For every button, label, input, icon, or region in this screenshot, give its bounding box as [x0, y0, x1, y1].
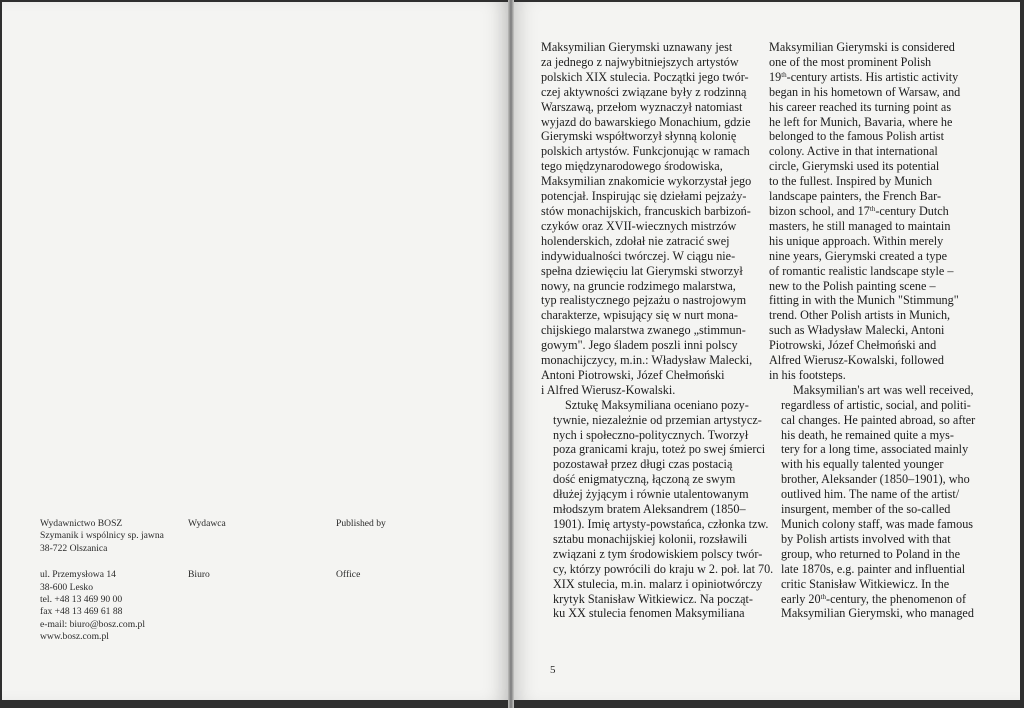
text-line: [769, 487, 991, 502]
text-line: polskich artystów. Funkcjonując w ramach: [541, 144, 750, 159]
text-line: stów monachijskich, francuskich barbizoń-: [541, 203, 751, 218]
text-line: [769, 562, 991, 577]
english-paragraph-2: [769, 383, 991, 622]
text-fragment: regardless of artistic, social, and politi-: [781, 397, 971, 412]
text-line: charakterze, wpisujący się w nurt mona-: [541, 308, 738, 323]
text-fragment: late 1870s, e.g. painter and influential: [781, 561, 966, 576]
text-line: nych i społeczno-politycznych. Tworzył: [553, 427, 749, 442]
text-fragment: masters, he still managed to maintain: [769, 218, 951, 233]
text-fragment: Maksymilian Gierymski, who managed: [781, 606, 974, 621]
text-line: Maksymilian Gierymski uznawany jest: [541, 40, 733, 54]
text-fragment: Piotrowski, Józef Chełmoński and: [769, 338, 937, 353]
text-fragment: one of the most prominent Polish: [769, 54, 932, 69]
text-fragment: tery for a long time, associated mainly: [781, 442, 969, 457]
text-line: dość enigmatyczną, łączoną ze swym: [553, 472, 736, 487]
text-fragment: colony. Active in that international: [769, 144, 938, 159]
superscript: th: [781, 70, 787, 79]
text-line: monachijczycy, m.in.: Władysław Malecki,: [541, 353, 753, 368]
office-line: tel. +48 13 469 90 00: [40, 594, 123, 606]
text-line: [769, 323, 991, 338]
text-fragment: began in his hometown of Warsaw, and: [769, 84, 961, 99]
office-line: 38-600 Lesko: [40, 581, 94, 593]
text-line: [769, 547, 991, 562]
text-line: nowy, na gruncie rodzimego malarstwa,: [541, 278, 736, 293]
polish-text-column: [541, 40, 774, 621]
text-line: [769, 174, 991, 189]
text-line: [769, 442, 991, 457]
polish-paragraph-1: [541, 40, 759, 398]
text-line: [769, 383, 991, 398]
text-line: [769, 144, 991, 159]
text-fragment: his unique approach. Within merely: [769, 233, 944, 248]
office-line: www.bosz.com.pl: [40, 631, 109, 643]
text-line: za jednego z najwybitniejszych artystów: [541, 54, 739, 69]
polish-paragraph-2: [541, 397, 774, 622]
text-fragment: insurgent, member of the so-called: [781, 502, 951, 517]
text-fragment: outlived him. The name of the artist/: [781, 487, 960, 502]
text-line: [769, 353, 991, 368]
text-fragment: group, who returned to Poland in the: [781, 546, 961, 561]
text-line: spełna dziewięciu lat Gierymski stworzył: [541, 263, 743, 278]
label-office-en: Office: [336, 569, 361, 581]
text-line: [769, 249, 991, 264]
text-line: [769, 159, 991, 174]
text-line: [769, 279, 991, 294]
text-fragment: Munich colony staff, was made famous: [781, 517, 974, 531]
text-line: [769, 338, 991, 353]
text-line: poza granicami kraju, toteż po swej śmierci: [553, 442, 766, 457]
text-line: [769, 606, 991, 621]
text-fragment: -century Dutch: [875, 203, 949, 218]
text-line: [769, 293, 991, 308]
superscript: th: [869, 204, 876, 213]
english-text-column: [769, 40, 991, 621]
book-gutter: [508, 0, 514, 708]
text-fragment: new to the Polish painting scene –: [769, 278, 936, 293]
text-fragment: -century artists. His artistic activity: [786, 69, 959, 84]
text-line: sztabu monachijskiej kolonii, rozsławili: [553, 531, 748, 546]
text-fragment: bizon school, and 17: [769, 203, 870, 218]
text-fragment: his death, he remained quite a mys-: [781, 427, 954, 442]
label-publisher-pl: Wydawca: [188, 518, 226, 529]
text-line: typ realistycznego pejzażu o nastrojowym: [541, 293, 747, 308]
text-fragment: 19: [769, 69, 782, 84]
text-line: [769, 428, 991, 443]
imprint-labels-english: [336, 518, 456, 582]
text-fragment: Alfred Wierusz-Kowalski, followed: [769, 353, 944, 368]
text-fragment: fitting in with the Munich "Stimmung": [769, 293, 959, 308]
text-line: [769, 457, 991, 472]
text-line: Warszawą, przełom wyznaczył natomiast: [541, 99, 743, 114]
text-line: [769, 70, 991, 85]
text-line: [769, 55, 991, 70]
text-fragment: circle, Gierymski used its potential: [769, 159, 940, 174]
text-line: [769, 577, 991, 592]
label-office-pl: Biuro: [188, 569, 210, 581]
text-line: [769, 100, 991, 115]
text-fragment: Maksymilian Gierymski is considered: [769, 40, 955, 54]
publisher-line: 38-722 Olszanica: [40, 542, 108, 554]
text-line: 1901). Imię artysty-powstańca, członka tzw.: [553, 517, 769, 531]
text-fragment: such as Władysław Malecki, Antoni: [769, 323, 945, 338]
text-line: tego międzynarodowego środowiska,: [541, 159, 723, 174]
text-line: polskich XIX stulecia. Początki jego twór-: [541, 69, 749, 84]
text-fragment: critic Stanisław Witkiewicz. In the: [781, 576, 950, 591]
text-line: XIX stulecia, m.in. malarz i opiniotwórczy: [553, 576, 763, 591]
text-line: gowym". Jego śladem poszli inni polscy: [541, 338, 738, 353]
text-line: [769, 115, 991, 130]
office-address: [40, 569, 180, 643]
text-line: pozostawał przez długi czas postacią: [553, 457, 733, 472]
imprint-address-column: [40, 518, 180, 644]
text-fragment: in his footsteps.: [769, 367, 846, 382]
text-line: Sztukę Maksymiliana oceniano pozy-: [565, 397, 749, 412]
text-fragment: Maksymilian's art was well received,: [793, 382, 974, 397]
text-fragment: by Polish artists involved with that: [781, 531, 951, 546]
text-line: wyjazd do bawarskiego Monachium, gdzie: [541, 114, 751, 129]
text-fragment: with his equally talented younger: [781, 457, 944, 472]
text-line: [769, 40, 991, 55]
text-fragment: nine years, Gierymski created a type: [769, 248, 947, 263]
publisher-line: Szymanik i wspólnicy sp. jawna: [40, 530, 164, 542]
text-line: [769, 219, 991, 234]
office-line: e-mail: biuro@bosz.com.pl: [40, 618, 146, 630]
text-line: tywnie, niezależnie od przemian artystycz-: [553, 412, 762, 427]
text-line: [769, 85, 991, 100]
text-line: Antoni Piotrowski, Józef Chełmoński: [541, 367, 725, 382]
text-line: holenderskich, zdołał nie zatracić swej: [541, 233, 730, 248]
text-line: [769, 592, 991, 607]
superscript: th: [820, 592, 827, 601]
text-line: i Alfred Wierusz-Kowalski.: [541, 382, 676, 397]
text-line: związani z tym środowiskiem polscy twór-: [553, 546, 763, 561]
text-line: ku XX stulecia fenomen Maksymiliana: [553, 606, 745, 621]
text-line: [769, 308, 991, 323]
text-line: [769, 532, 991, 547]
text-line: indywidualności twórczej. W ciągu nie-: [541, 248, 736, 263]
text-line: czej aktywności związane były z rodzinną: [541, 84, 747, 99]
text-fragment: cal changes. He painted abroad, so after: [781, 412, 976, 427]
english-paragraph-1: [769, 40, 991, 383]
text-fragment: trend. Other Polish artists in Munich,: [769, 308, 951, 323]
office-line: fax +48 13 469 61 88: [40, 606, 123, 618]
page-number: 5: [550, 664, 556, 676]
text-fragment: of romantic realistic landscape style –: [769, 263, 954, 278]
text-line: [769, 398, 991, 413]
text-line: [769, 264, 991, 279]
publisher-address: [40, 518, 180, 555]
label-publisher-en: Published by: [336, 518, 386, 529]
text-line: młodszym bratem Aleksandrem (1850–: [553, 502, 746, 517]
publisher-line: Wydawnictwo BOSZ: [40, 518, 123, 529]
office-line: ul. Przemysłowa 14: [40, 569, 116, 581]
text-fragment: -century, the phenomenon of: [826, 591, 967, 606]
text-line: [769, 368, 991, 383]
text-line: potencjał. Inspirując się dziełami pejzaży-: [541, 189, 747, 204]
text-fragment: brother, Aleksander (1850–1901), who: [781, 472, 970, 487]
text-line: Gierymski współtworzył słynną kolonię: [541, 129, 737, 144]
text-fragment: he left for Munich, Bavaria, where he: [769, 114, 953, 129]
text-line: krytyk Stanisław Witkiewicz. Na począt-: [553, 591, 753, 606]
text-line: [769, 517, 991, 532]
imprint-labels-polish: [188, 518, 288, 582]
text-line: [769, 413, 991, 428]
text-line: [769, 472, 991, 487]
text-fragment: early 20: [781, 591, 821, 606]
text-fragment: his career reached its turning point as: [769, 99, 952, 114]
text-fragment: landscape painters, the French Bar-: [769, 189, 942, 204]
text-line: cy, którzy powrócili do kraju w 2. poł. lat 70.: [553, 561, 774, 576]
text-line: chijskiego malarstwa zwanego „stimmun-: [541, 323, 746, 338]
text-line: [769, 502, 991, 517]
text-line: [769, 204, 991, 219]
text-fragment: belonged to the famous Polish artist: [769, 129, 945, 144]
text-line: Maksymilian znakomicie wykorzystał jego: [541, 174, 752, 189]
text-line: [769, 234, 991, 249]
text-line: dłużej żyjącym i równie utalentowanym: [553, 487, 749, 502]
text-fragment: to the fullest. Inspired by Munich: [769, 174, 933, 189]
text-line: [769, 129, 991, 144]
text-line: [769, 189, 991, 204]
text-line: czyków oraz XVII-wiecznych mistrzów: [541, 218, 737, 233]
